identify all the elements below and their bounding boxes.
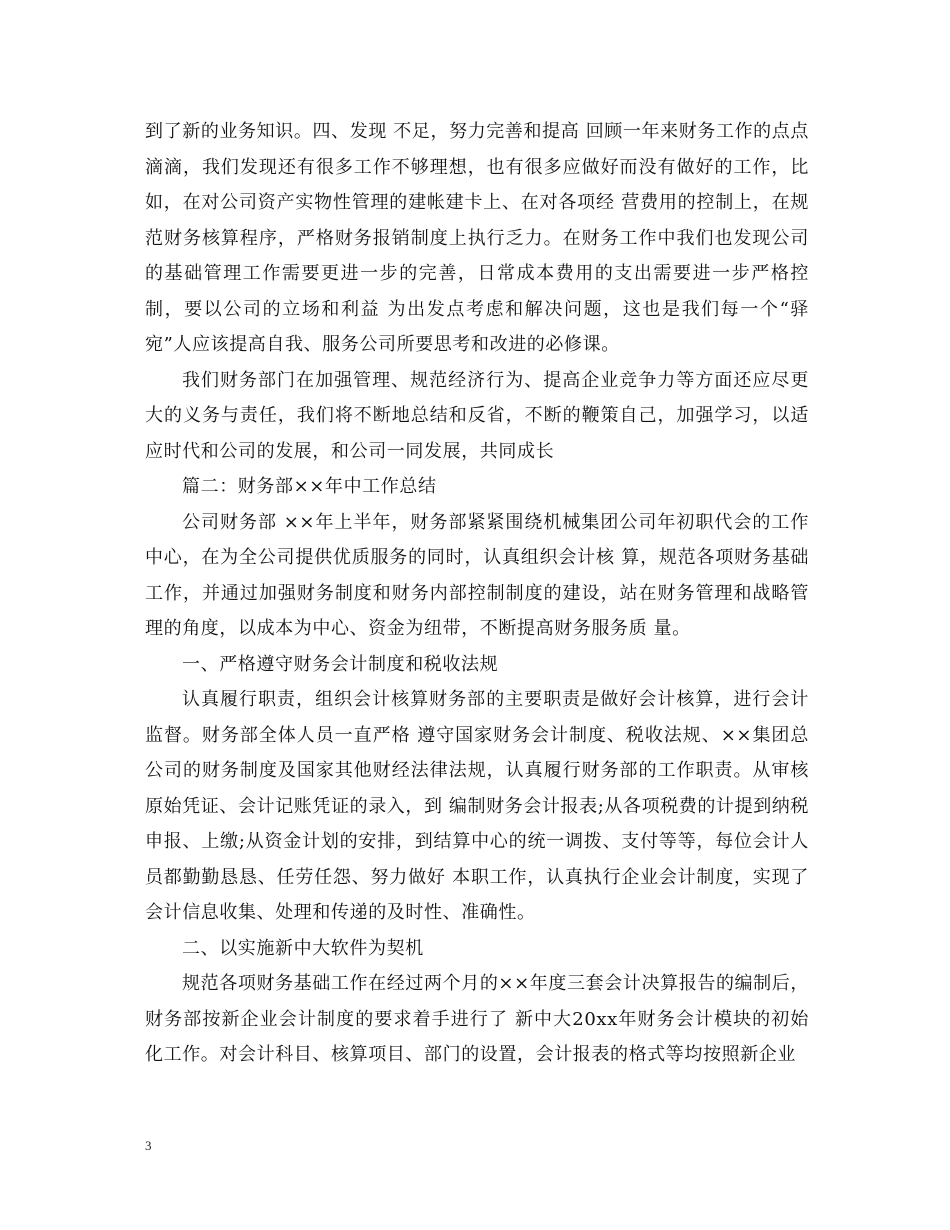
paragraph-8: 规范各项财务基础工作在经过两个月的××年度三套会计决算报告的编制后，财务部按新企业会计制度的要求着手进行了 新中大20xx年财务会计模块的初始化工作。对会计科目、核算项目、部门的设置，会计报表的格式等均按照新企业: [145, 973, 809, 1065]
paragraph-2: 我们财务部门在加强管理、规范经济行为、提高企业竞争力等方面还应尽更大的义务与责任，我们将不断地总结和反省，不断的鞭策自己，加强学习，以适应时代和公司的发展，和公司一同发展，共同成长: [145, 369, 809, 462]
section-heading-one: 一、严格遵守财务会计制度和税收法规: [182, 653, 499, 675]
paragraph-1: 到了新的业务知识。四、发现 不足，努力完善和提高 回顾一年来财务工作的点点滴滴，我们发现还有很多工作不够理想，也有很多应做好而没有做好的工作，比如，在对公司资产实物性管理的建帐建卡上、在对各项经 营费用的控制上，在规范财务核算程序，严格财务报销制度上执行乏力。在财务工作中我们也发现公司的基础管理工作需要更进一步的完善，日常成本费用的支出需要进一步严格控制，要以公司的立场和利益 为出发点考虑和解决问题，这也是我们每一个“驿宛”人应该提高自我、服务公司所要思考和改进的必修课。: [145, 121, 809, 355]
paragraph-4: 公司财务部 ××年上半年，财务部紧紧围绕机械集团公司年初职代会的工作中心，在为全公司提供优质服务的同时，认真组织会计核 算，规范各项财务基础工作，并通过加强财务制度和财务内部控制制度的建设，站在财务管理和战略管理的角度，以成本为中心、资金为纽带，不断提高财务服务质 量。: [145, 511, 809, 639]
page-number: 3: [145, 1138, 152, 1153]
section-heading-part-two: 篇二：财务部××年中工作总结: [182, 476, 437, 497]
document-body: [145, 114, 809, 1073]
section-heading-two: 二、以实施新中大软件为契机: [182, 937, 424, 959]
paragraph-6: 认真履行职责，组织会计核算财务部的主要职责是做好会计核算，进行会计监督。财务部全体人员一直严格 遵守国家财务会计制度、税收法规、××集团总公司的财务制度及国家其他财经法律法规，认真履行财务部的工作职责。从审核原始凭证、会计记账凭证的录入，到 编制财务会计报表;从各项税费的计提到纳税申报、上缴;从资金计划的安排，到结算中心的统一调拨、支付等等，每位会计人员都勤勤恳恳、任劳任怨、努力做好 本职工作，认真执行企业会计制度，实现了会计信息收集、处理和传递的及时性、准确性。: [145, 689, 809, 923]
